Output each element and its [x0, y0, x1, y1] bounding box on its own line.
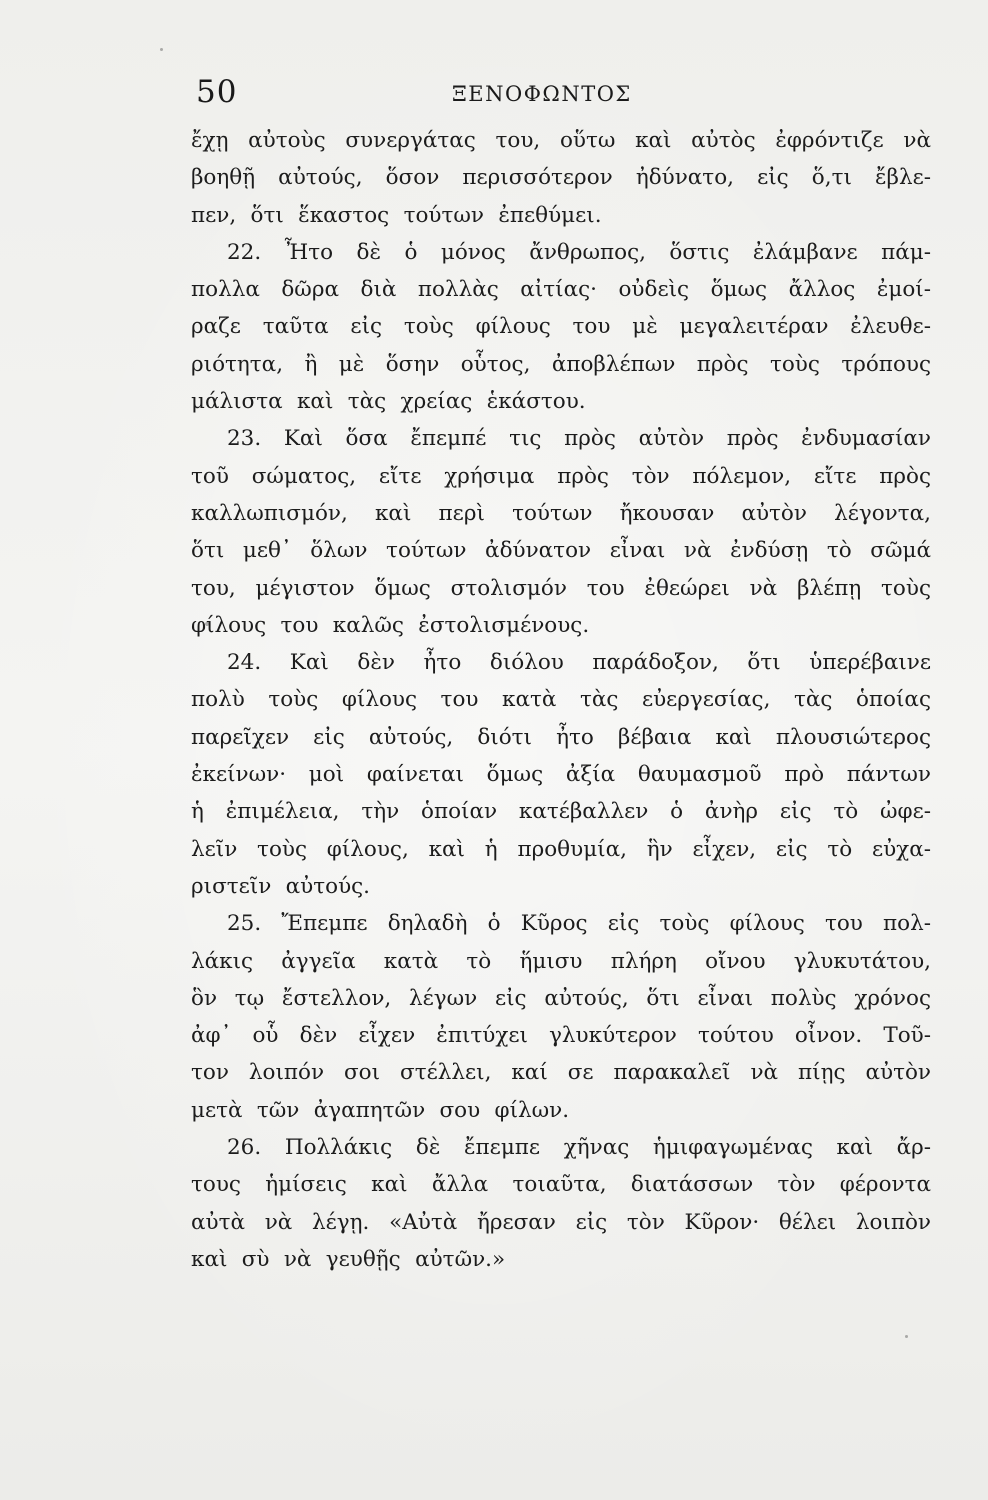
text-line: [191, 570, 931, 607]
line-text: του, μέγιστον ὅμως στολισμόν του ἐθεώρει νὰ βλέπῃ τοὺς: [191, 575, 931, 601]
line-text: πολλα δῶρα διὰ πολλὰς αἰτίας· οὐδεὶς ὅμως ἄλλος ἐμοί-: [191, 277, 931, 303]
text-line: [191, 1092, 931, 1129]
text-line: [191, 1241, 931, 1278]
text-line: [191, 980, 931, 1017]
text-line: [191, 383, 931, 420]
line-text: τοῦ σώματος, εἴτε χρήσιμα πρὸς τὸν πόλεμον, εἴτε πρὸς: [191, 463, 931, 489]
line-text: καὶ σὺ νὰ γευθῇς αὐτῶν.»: [191, 1246, 506, 1272]
line-text: λάκις ἀγγεῖα κατὰ τὸ ἥμισυ πλήρη οἴνου γλυκυτάτου,: [191, 948, 931, 974]
text-line: [191, 197, 931, 234]
page-body-text: [191, 122, 931, 1278]
line-text: ἀφ᾽ οὗ δὲν εἶχεν ἐπιτύχει γλυκύτερον τούτου οἶνον. Τοῦ-: [191, 1023, 931, 1049]
text-line: [191, 607, 931, 644]
paper-speck: [205, 622, 209, 626]
line-text: ραζε ταῦτα εἰς τοὺς φίλους του μὲ μεγαλειτέραν ἐλευθε-: [191, 314, 931, 340]
text-line: [191, 719, 931, 756]
text-line: [191, 1054, 931, 1091]
text-line: [191, 271, 931, 308]
text-line: [191, 831, 931, 868]
text-line: [191, 793, 931, 830]
paper-speck: [160, 48, 163, 51]
page-number: 50: [196, 74, 238, 110]
line-text: ὅτι μεθ᾽ ὅλων τούτων ἀδύνατον εἶναι νὰ ἐνδύσῃ τὸ σῶμά: [191, 538, 931, 564]
running-head: ΞΕΝΟΦΩΝΤΟΣ: [452, 82, 632, 106]
text-line: [191, 644, 931, 681]
line-text: ριότητα, ἢ μὲ ὅσην οὗτος, ἀποβλέπων πρὸς τοὺς τρόπους: [191, 351, 931, 377]
text-line: [191, 532, 931, 569]
line-text: μάλιστα καὶ τὰς χρείας ἑκάστου.: [191, 389, 586, 415]
line-text: ἔχῃ αὐτοὺς συνεργάτας του, οὕτω καὶ αὐτὸς ἐφρόντιζε νὰ: [191, 128, 931, 153]
text-line: [191, 495, 931, 532]
text-line: [191, 420, 931, 457]
line-text: αὐτὰ νὰ λέγῃ. «Αὐτὰ ἤρεσαν εἰς τὸν Κῦρον· θέλει λοιπὸν: [191, 1209, 931, 1235]
text-line: [191, 868, 931, 905]
line-text: ἡ ἐπιμέλεια, τὴν ὁποίαν κατέβαλλεν ὁ ἀνὴρ εἰς τὸ ὠφε-: [191, 799, 931, 825]
text-line: [191, 1129, 931, 1166]
line-text: 25. Ἔπεμπε δηλαδὴ ὁ Κῦρος εἰς τοὺς φίλους του πολ-: [227, 911, 931, 937]
line-text: 26. Πολλάκις δὲ ἔπεμπε χῆνας ἡμιφαγωμένας καὶ ἄρ-: [227, 1135, 931, 1161]
text-line: [191, 943, 931, 980]
text-line: [191, 1166, 931, 1203]
text-line: [191, 756, 931, 793]
line-text: βοηθῇ αὐτούς, ὅσον περισσότερον ἠδύνατο, εἰς ὅ,τι ἔβλε-: [191, 165, 931, 191]
text-line: [191, 308, 931, 345]
line-text: ἐκείνων· μοὶ φαίνεται ὅμως ἀξία θαυμασμοῦ πρὸ πάντων: [191, 762, 931, 788]
text-line: [191, 159, 931, 196]
line-text: λεῖν τοὺς φίλους, καὶ ἡ προθυμία, ἣν εἶχεν, εἰς τὸ εὐχα-: [191, 836, 931, 862]
text-line: [191, 346, 931, 383]
line-text: ριστεῖν αὐτούς.: [191, 873, 371, 899]
text-line: [191, 1204, 931, 1241]
line-text: παρεῖχεν εἰς αὐτούς, διότι ἦτο βέβαια καὶ πλουσιώτερος: [191, 724, 931, 750]
line-text: φίλους του καλῶς ἐστολισμένους.: [191, 612, 590, 638]
page-header: [196, 74, 736, 118]
line-text: πολὺ τοὺς φίλους του κατὰ τὰς εὐεργεσίας, τὰς ὁποίας: [191, 687, 931, 713]
line-text: ὃν τῳ ἔστελλον, λέγων εἰς αὐτούς, ὅτι εἶναι πολὺς χρόνος: [191, 985, 931, 1011]
line-text: τους ἡμίσεις καὶ ἄλλα τοιαῦτα, διατάσσων τὸν φέροντα: [191, 1172, 931, 1198]
text-line: [191, 681, 931, 718]
text-line: [191, 458, 931, 495]
text-line: [191, 1017, 931, 1054]
paper-speck: [905, 1335, 908, 1338]
line-text: πεν, ὅτι ἕκαστος τούτων ἐπεθύμει.: [191, 202, 602, 228]
line-text: 23. Καὶ ὅσα ἔπεμπέ τις πρὸς αὐτὸν πρὸς ἐνδυμασίαν: [227, 426, 931, 452]
line-text: τον λοιπόν σοι στέλλει, καί σε παρακαλεῖ νὰ πίῃς αὐτὸν: [191, 1060, 931, 1086]
text-line: [191, 905, 931, 942]
line-text: 22. Ἦτο δὲ ὁ μόνος ἄνθρωπος, ὅστις ἐλάμβανε πάμ-: [227, 239, 931, 265]
text-line: [191, 122, 931, 159]
line-text: καλλωπισμόν, καὶ περὶ τούτων ἤκουσαν αὐτὸν λέγοντα,: [191, 500, 931, 526]
text-line: [191, 234, 931, 271]
line-text: 24. Καὶ δὲν ἦτο διόλου παράδοξον, ὅτι ὑπερέβαινε: [227, 650, 931, 676]
line-text: μετὰ τῶν ἀγαπητῶν σου φίλων.: [191, 1097, 570, 1123]
